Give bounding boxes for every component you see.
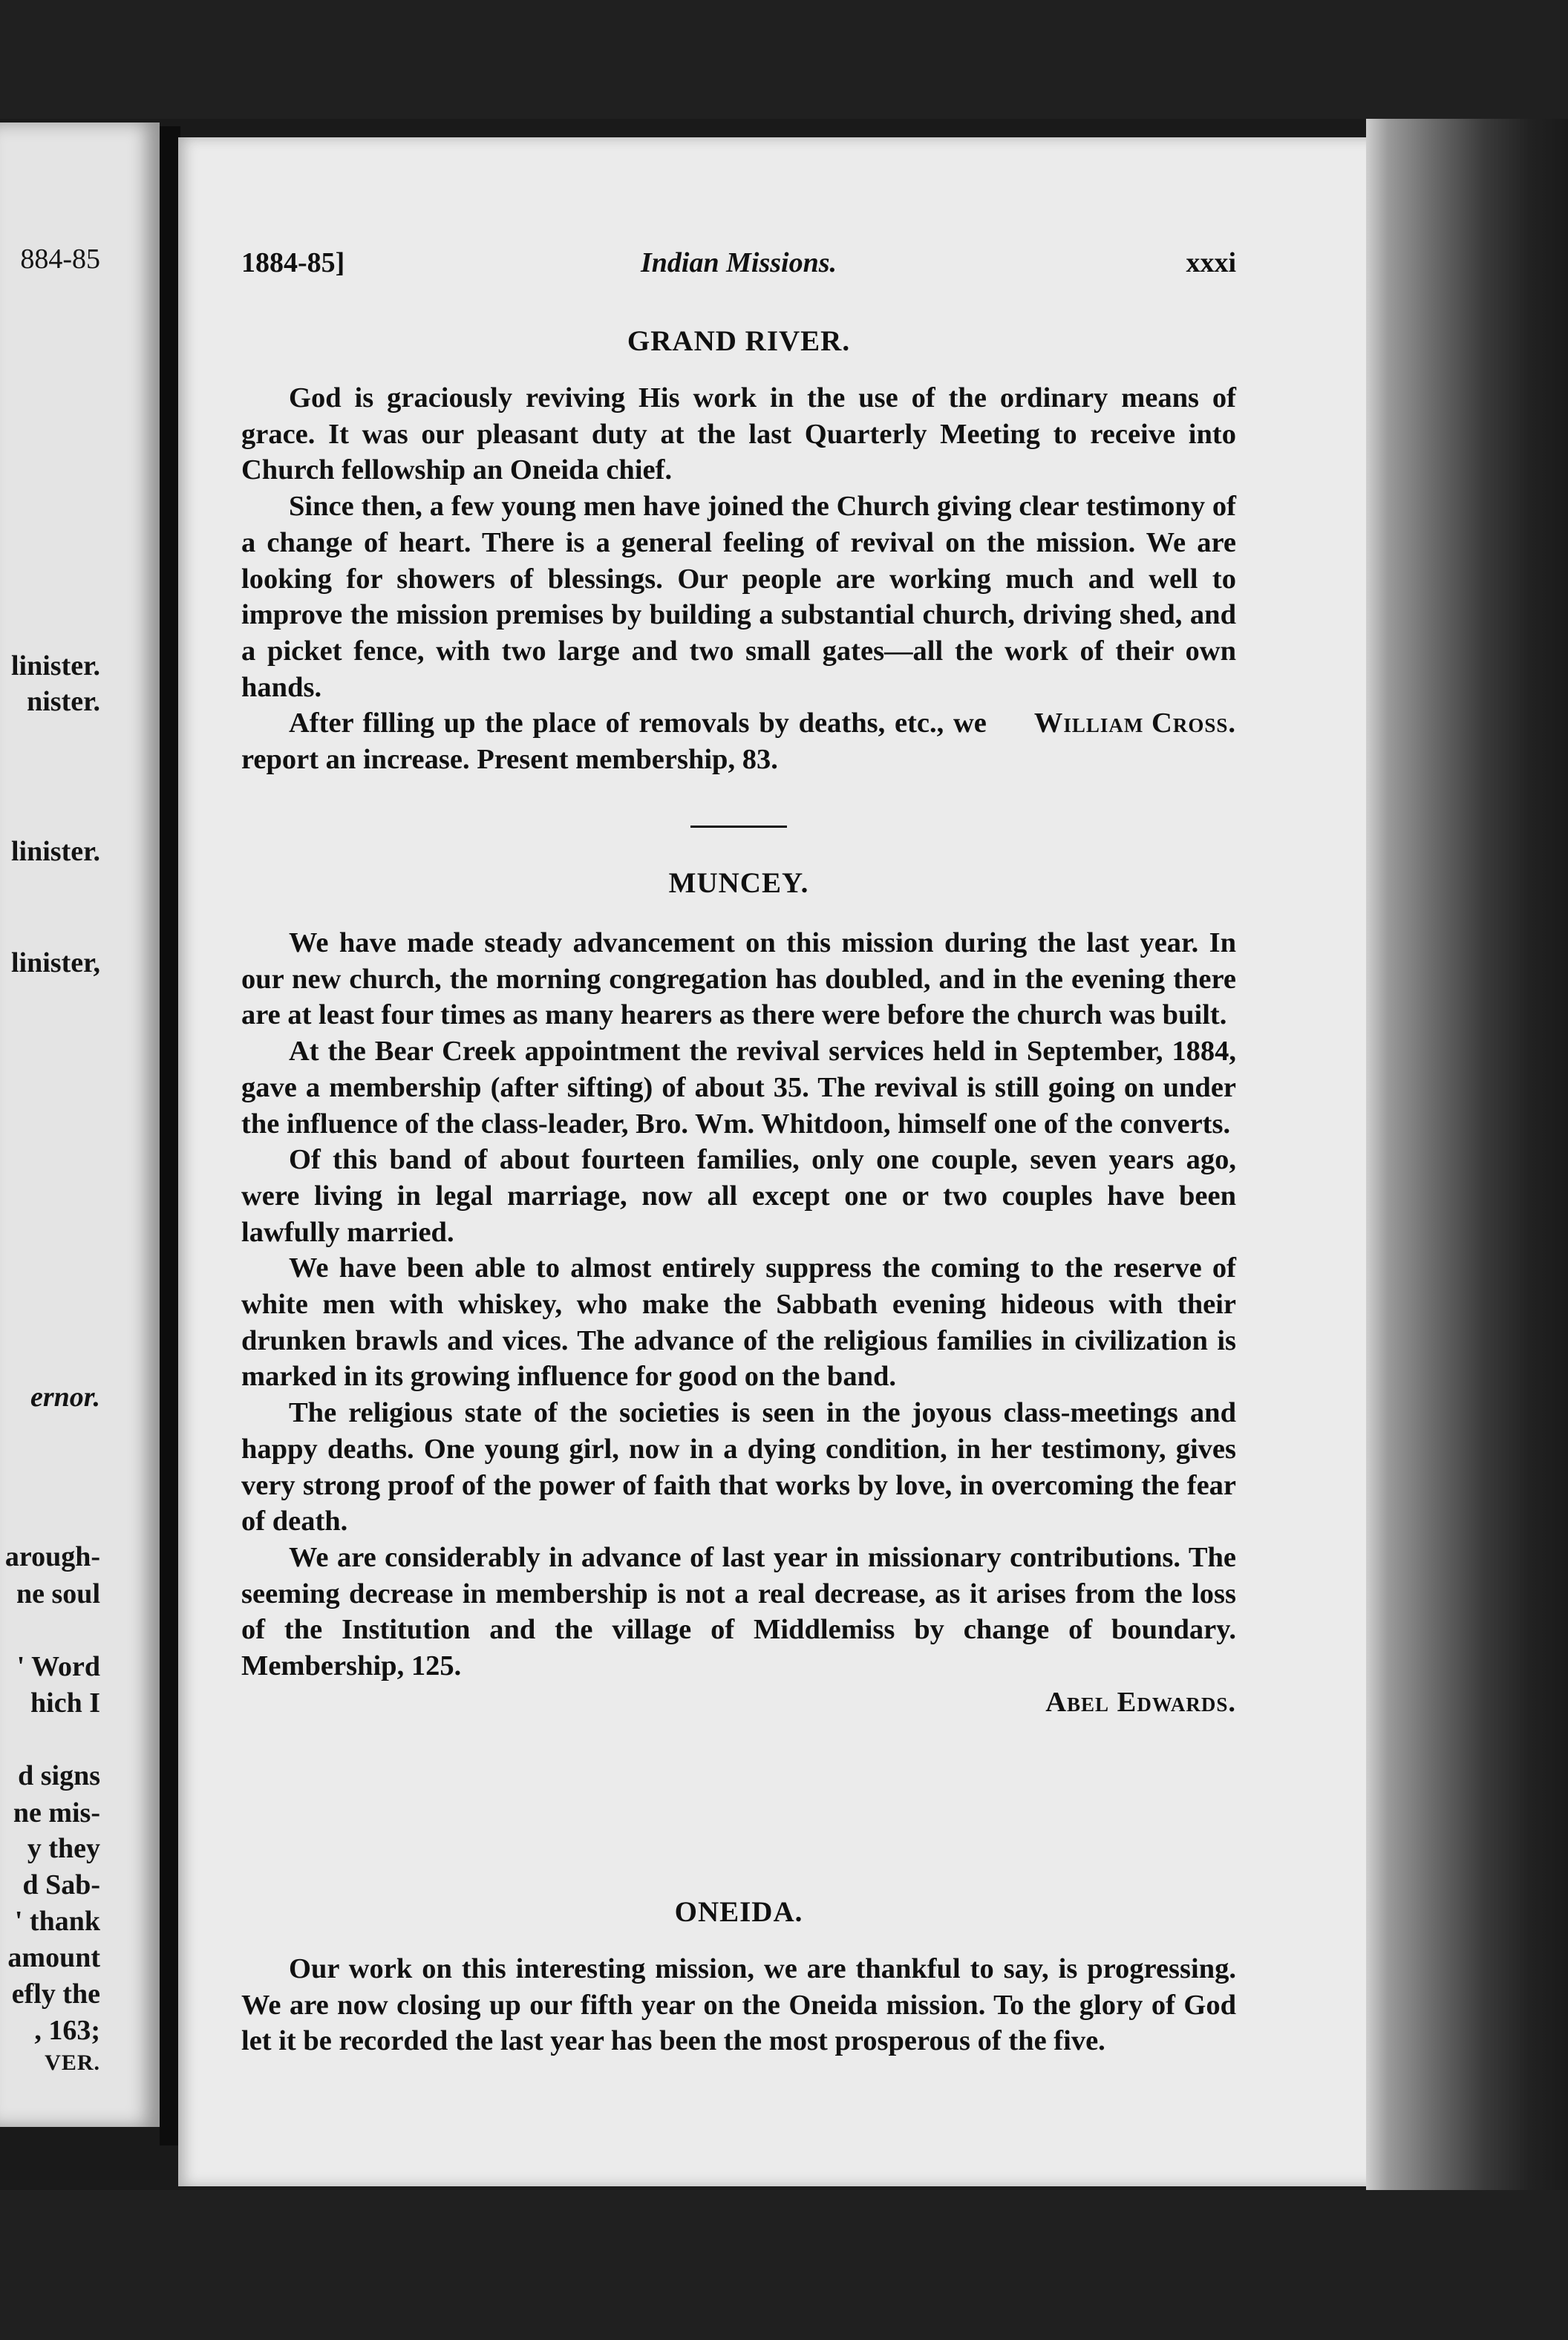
signature: Abel Edwards. <box>1045 1686 1236 1718</box>
paragraph: Our work on this interesting mission, we are thankful to say, is progressing. We are now closing up our fifth year on the Oneida mission. To the glory of God let it be recorded the last year has been the most prosperous of the five. <box>241 1953 1236 2057</box>
left-line: y they <box>27 1833 100 1864</box>
left-line: amount <box>7 1942 100 1973</box>
left-line: d Sab- <box>22 1869 100 1901</box>
left-line: linister. <box>11 836 100 867</box>
paragraph-text: After filling up the place of removals by deaths, etc., we report an increase. Present membership, 83. <box>241 707 987 776</box>
left-line: hich I <box>30 1687 100 1719</box>
left-line: linister, <box>11 947 100 978</box>
section-divider <box>690 826 787 828</box>
paragraph <box>241 705 1236 777</box>
paragraph: At the Bear Creek appointment the revival services held in September, 1884, gave a membership (after sifting) of about 35. The revival is still going on under the influence of the class-leader, Bro. Wm. Whitdoon, himself one of the converts. <box>241 1036 1236 1140</box>
paragraph: We have made steady advancement on this mission during the last year. In our new church, the morning congregation has doubled, and in the evening there are at least four times as many hearers as there were before the church was built. <box>241 927 1236 1031</box>
header-title: Indian Missions. <box>640 247 837 278</box>
running-header <box>241 246 1236 284</box>
book-gutter <box>160 126 180 2145</box>
left-facing-page <box>0 122 160 2127</box>
scan-margin-top <box>0 0 1568 119</box>
left-line: ne soul <box>16 1578 100 1609</box>
section-body-oneida <box>241 1951 1236 2059</box>
paragraph: We have been able to almost entirely suppress the coming to the reserve of white men with whiskey, who make the Sabbath evening hideous with their drunken brawls and vices. The advance of the religious families in civilization is marked in its growing influence for good on the band. <box>241 1252 1236 1393</box>
left-page-header: 884-85 <box>20 244 100 275</box>
left-line: arough- <box>4 1541 100 1572</box>
page-edges <box>1366 119 1568 2190</box>
paragraph: God is graciously reviving His work in the use of the ordinary means of grace. It was our pleasant duty at the last Quarterly Meeting to receive into Church fellowship an Oneida chief. <box>241 382 1236 486</box>
section-heading-grand-river: GRAND RIVER. <box>627 325 851 357</box>
page-number: xxxi <box>1186 247 1236 278</box>
paragraph: Of this band of about fourteen families, only one couple, seven years ago, were living in legal marriage, now all except one or two couples have been lawfully married. <box>241 1144 1236 1248</box>
section-body-grand-river <box>241 380 1236 778</box>
paragraph: Since then, a few young men have joined the Church giving clear testimony of a change of heart. There is a general feeling of revival on the mission. We are looking for showers of blessings. Our people are working much and well to improve the mission premises by building a substantial church, driving shed, and a picket fence, with two large and two small gates—all the work of their own hands. <box>241 491 1236 703</box>
section-heading-muncey: MUNCEY. <box>668 867 809 899</box>
signature: William Cross. <box>1033 707 1236 739</box>
left-line: linister. <box>11 650 100 682</box>
left-line: ' thank <box>14 1906 100 1937</box>
left-line: nister. <box>27 686 100 717</box>
left-line: ernor. <box>30 1382 100 1413</box>
left-line: , 163; <box>34 2015 100 2046</box>
left-line: d signs <box>18 1760 100 1791</box>
left-line: ' Word <box>16 1651 100 1682</box>
section-body-muncey <box>241 925 1236 1720</box>
left-line: ne mis- <box>13 1797 100 1828</box>
scan-margin-bottom <box>0 2190 1568 2340</box>
left-line: efly the <box>11 1978 100 2010</box>
section-heading-oneida: ONEIDA. <box>674 1896 803 1928</box>
left-line: VER. <box>45 2050 100 2075</box>
paragraph: The religious state of the societies is seen in the joyous class-meetings and happy deaths. One young girl, now in a dying condition, in her testimony, gives very strong proof of the power of faith that works by love, in overcoming the fear of death. <box>241 1397 1236 1537</box>
paragraph: We are considerably in advance of last year in missionary contributions. The seeming decrease in membership is not a real decrease, as it arises from the loss of the Institution and the village of Middlemiss by change of boundary. Membership, 125. <box>241 1541 1236 1682</box>
header-year: 1884-85] <box>241 247 345 278</box>
